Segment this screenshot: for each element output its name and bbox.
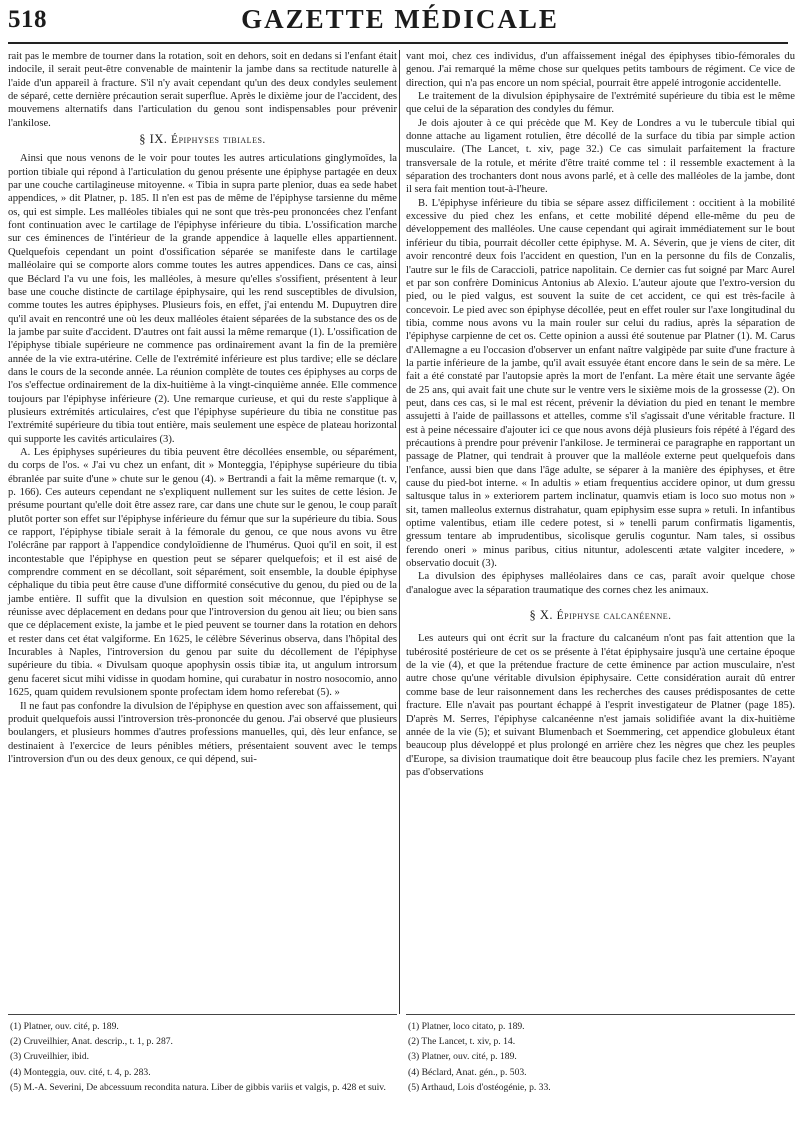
footnote: (1) Platner, loco citato, p. 189. — [408, 1021, 525, 1032]
section-ix-title: Épiphyses tibiales. — [171, 134, 266, 147]
right-paragraph-1: vant moi, chez ces individus, d'un affaissement inégal des épiphyses tibio-fémorales du genou. J'ai remarqué la même chose sur quelques petits tambours de régiment. Ce vice de direction, qui n'a pas encore un nom spécial, pourrait être appelé introgonie accidentelle. — [406, 51, 795, 89]
left-paragraph-1: rait pas le membre de tourner dans la rotation, soit en dehors, soit en dedans si l'enfant était indocile, il serait peut-être convenable de maintenir la jambe dans sa rectitude naturelle à l'aide d'un appareil à fracture. S'il n'y avait cependant qu'un des deux condyles seulement de séparé, cette dernière précaution serait superflue. Après le dixième jour de l'accident, des mouvemens alternatifs dans l'articulation du genou sont indispensables pour prévenir l'ankilose. — [8, 51, 397, 129]
section-x-heading — [406, 609, 795, 623]
footnotes-right — [406, 1019, 795, 1095]
right-paragraph-5: La divulsion des épiphyses malléolaires dans ce cas, paraît avoir quelque chose d'analogue avec la séparation traumatique des cornes chez les animaux. — [406, 571, 795, 596]
footnote: (1) Platner, ouv. cité, p. 189. — [10, 1021, 119, 1032]
left-paragraph-4: Il ne faut pas confondre la divulsion de l'épiphyse en question avec son affaissement, qui produit quelquefois aussi l'introversion très-prononcée du genou. J'ai observé que plusieurs boulangers, et plusieurs hommes d'autres professions manuelles, qui, dès leur enfance, se destinaient à l'exercice de leurs pénibles métiers, présentaient souvent avec le temps l'introversion d'un ou des deux genoux, ce qui dépend, sui- — [8, 700, 397, 765]
footnote: (3) Platner, ouv. cité, p. 189. — [408, 1051, 517, 1063]
column-divider — [399, 50, 400, 1014]
section-x-number: § X. — [529, 608, 554, 623]
footnotes-left — [8, 1019, 397, 1095]
left-column — [8, 50, 397, 766]
footnote: (2) Cruveilhier, Anat. descrip., t. 1, p. 287. — [10, 1036, 173, 1048]
page-number: 518 — [8, 6, 47, 33]
journal-title: GAZETTE MÉDICALE — [241, 4, 559, 34]
footnote: (5) Arthaud, Lois d'ostéogénie, p. 33. — [408, 1081, 551, 1093]
right-column — [406, 50, 795, 779]
left-paragraph-3: A. Les épiphyses supérieures du tibia peuvent être décollées ensemble, ou séparément, du corps de l'os. « J'ai vu chez un enfant, dit » Monteggia, l'épiphyse supérieure du tibia ébranlée par suite d'une » chute sur le genou (4). » Bertrandi a fait la même remarque (t. v, p. 166). Ces auteurs cependant ne s'expliquent nullement sur les suites de cette lésion. Je présume pourtant qu'elle doit être assez rare, car dans une chute sur le genou, le coup paraît plutôt porter son effet sur l'épiphyse inférieure du fémur que sur la supérieure du tibia. Sous ce rapport, l'épiphyse tibiale serait à la fémorale du genou, ce que nous avons vu être l'olécrâne par rapport à l'appendice condyloïdienne de l'humérus. Quoi qu'il en soit, il est incontestable que l'épiphyse en question peut se séparer quelquefois; et il est aisé de comprendre comment en se décollant, soit séparément, soit ensemble, la double épiphyse céphalique du tibia peut être cause d'une difformité consécutive du genou, du pied ou de la jambe entière. Il suffit que la divulsion en question soit méconnue, que l'épiphyse se réunisse avec déplacement en dedans pour que l'introversion du genou ait lieu; ou bien sans que ce déplacement existe, la jambe et le pied peuvent se tourner dans la rotation en dehors et rester dans cet état valgiforme. En 1625, le célèbre Séverinus observa, dans l'hôpital des Incurables à Naples, l'introversion du genou par suite du décollement de l'épiphyse supérieure du tibia. « Divulsam quoque apophysin ossis tibiæ ita, ut angulum introrsum genu faceret sicut mihi vidisse in quodam homine, qui curabatur in nostro nosocomio, anno 1625, quam quidem revulsionem sponte profectam idem homo referebat (5). » — [8, 446, 397, 699]
section-ix-heading — [8, 133, 397, 147]
right-paragraph-3: Je dois ajouter à ce qui précède que M. Key de Londres a vu le tubercule tibial qui donne attache au ligament rotulien, être décollé de la surface du tibia par simple action musculaire. (The Lancet, t. xiv, page 32.) Ce cas simulait parfaitement la fracture transversale de la rotule, et mérite d'être traité comme tel : il ressemble exactement à la séparation des trochanters dont nous avons parlé, et à celle des malléoles de la jambe, dont il sera fait mention tout-à-l'heure. — [406, 117, 795, 196]
right-paragraph-6: Les auteurs qui ont écrit sur la fracture du calcanéum n'ont pas fait attention que la tubérosité postérieure de cet os se présente à l'état épiphysaire jusqu'à une certaine époque de la vie (4), et que la prétendue fracture de cette éminence par action musculaire, n'est autre chose qu'une véritable divulsion épiphysaire. Cette considération aurait dû entrer comme base de leur raisonnement dans les recherches des causes prédisposantes de cette fracture. Elle n'avait pas pourtant échappé à l'esprit investigateur de Platner (page 185). D'après M. Serres, l'épiphyse calcanéenne n'est jamais solidifiée avant la dix-huitième année de la vie (5); et suivant Blumenbach et Soemmering, cet appendice globuleux étant beaucoup plus développé et plus prolongé en arrière chez les nègres que chez les peuples d'Europe, sa division traumatique doit être beaucoup plus facile chez les premiers. N'ayant pas d'observations — [406, 633, 795, 778]
footnote: (2) The Lancet, t. xiv, p. 14. — [408, 1036, 516, 1048]
footnotes-rule-left — [8, 1014, 397, 1015]
footnote: (5) M.-A. Severini, De abcessuum recondita natura. Liber de gibbis variis et valgis, p. 428 et suiv. — [10, 1081, 386, 1093]
section-ix-number: § IX. — [139, 132, 168, 147]
right-paragraph-4: B. L'épiphyse inférieure du tibia se sépare assez difficilement : occitient à la mobilité excessive du pied chez les enfans, et cette mobilité dépend elle-même du peu de développement des malléoles. Une cause cependant qui agirait immédiatement sur le bout inférieur du tibia, pourrait décoller cette épiphyse. M. A. Séverin, que je viens de citer, dit avoir rencontré deux fois l'accident en question, l'un en la personne du fils de Conzalis, l'autre sur le fils de Caraccioli, patrice napolitain. Ce dernier cas fut soigné par Marc Aurel et par son confrère Dominicus Antonius ab Alexio. L'auteur ajoute que l'extro-version du pied, ou le pied valgus, est souvent la suite de cet accident, ce qui est très-facile à concevoir. Le pied avec son épiphyse décollée, peut en effet rouler sur l'axe longitudinal du tibia, comme nous avons vu la main rouler sur celui du radius, après la séparation de l'épiphyse carpienne de cet os. Cette opinion a aussi été soutenue par Platner (1). M. Carus d'Allemagne a eu l'occasion d'observer un enfant naître valgipède par suite d'une fracture à la partie inférieure de la jambe, qu'il avait essuyée étant encore dans le sein de sa mère. Le fait a été constaté par l'autopsie après la mort de l'enfant. La mère était une servante âgée de 25 ans, qui avait fait une chute sur le ventre vers le sixième mois de la grossesse (2). On peut, dans ces cas, si le mal est récent, prévenir la déviation du pied en tenant le membre assujetti à l'aide de paillassons et attelles, comme s'il s'agissait d'une véritable fracture. Il est à peine nécessaire d'ajouter ici ce que nous avons déjà plusieurs fois répété à l'égard des précautions à prendre pour prévenir l'ankilose. Je terminerai ce paragraphe en rapportant un passage de Platner, qui tendrait à prouver que la malléole externe peut quelquefois dans l'enfance, aussi bien que dans l'âge adulte, se séparer à la manière des épiphyses, et être cause du pied-bot interne. « In adultis » etiam frequentius accidere opinor, ut dum gressu saltusque talus in » exteriorem partem inclinatur, quamvis etiam is loco suo motus non » sit, tamen malleolus externus distrahatur, quam epiphysim esse supra » retuli. In infantibus optime valentibus, etiam ille cedere potest, si » tenelli parum confirmatis ligamentis, gressum tentare ab imprudentibus, sicolisque gerulis coguntur. Nam tales, si ossibus ferendo oneri » minus paribus, citius nituntur, adolescenti ætate valgiter incedere, » observatio docuit (3). — [406, 197, 795, 570]
page-header — [0, 0, 800, 44]
footnote: (4) Monteggia, ouv. cité, t. 4, p. 283. — [10, 1066, 151, 1078]
left-paragraph-2: Ainsi que nous venons de le voir pour toutes les autres articulations ginglymoïdes, la portion tibiale qui répond à l'articulation du genou présente une épiphyse partagée en deux par une couche cartilagineuse mitoyenne. « Tibia in supra parte plenior, duas ea sede habet appendices, » dit Platner, p. 185. Il n'en est pas de même de l'épiphyse tarsienne du même os, qui est simple. Les malléoles tibiales qui ne sont que très-peu prononcées chez l'enfant font continuation avec le cartilage de l'épiphyse inférieure du tibia. L'ossification marche sur ces éminences de l'intérieur de la grande appendice à laquelle elles appartiennent. Quelquefois cependant un point d'ossification séparée se manifeste dans le cartilage malléolaire qui se comporte alors comme toutes les autres appendices. Dans ce cas, ainsi que Béclard l'a vu une fois, les malléoles, à mesure qu'elles s'ossifient, présentent à leur base une couche distincte de cartilage épiphysaire, qui les rend susceptibles de divulsion, comme toutes les autres épiphyses. Plusieurs fois, en effet, j'ai entendu M. Dupuytren dire qu'il avait en rencontré une où les deux malléoles étaient séparées de la substance des os de la jambe par suite d'accident. D'autres ont fait aussi la même remarque (1). L'ossification de l'épiphyse tibiale supérieure ne commence pas ordinairement avant la fin de la première année de la vie extra-utérine. Celle de l'extrémité inférieure est plus tardive; elle se déclare dans le cours de la seconde année. La réunion complète de toutes ces épiphyses au corps de l'os s'effectue ordinairement de la dix-huitième à la vingt-cinquième année. Elle commence toujours par l'épiphyse inférieure (2). Une remarque curieuse, et qui du reste s'applique à plusieurs extrémités articulaires, c'est que l'épiphyse supérieure du tibia ne constitue pas l'extrémité supérieure du tibia tout entière, mais seulement une espèce de plateau horizontal qui supporte les cavités articulaires (3). — [8, 153, 397, 445]
header-rule — [8, 42, 788, 44]
footnote: (4) Béclard, Anat. gén., p. 503. — [408, 1066, 527, 1078]
footnotes-rule-right — [406, 1014, 795, 1015]
footnote: (3) Cruveilhier, ibid. — [10, 1051, 90, 1063]
section-x-title: Épiphyse calcanéenne. — [556, 610, 672, 623]
right-paragraph-2: Le traitement de la divulsion épiphysaire de l'extrémité supérieure du tibia est le même que celui de la séparation des condyles du fémur. — [406, 91, 795, 116]
